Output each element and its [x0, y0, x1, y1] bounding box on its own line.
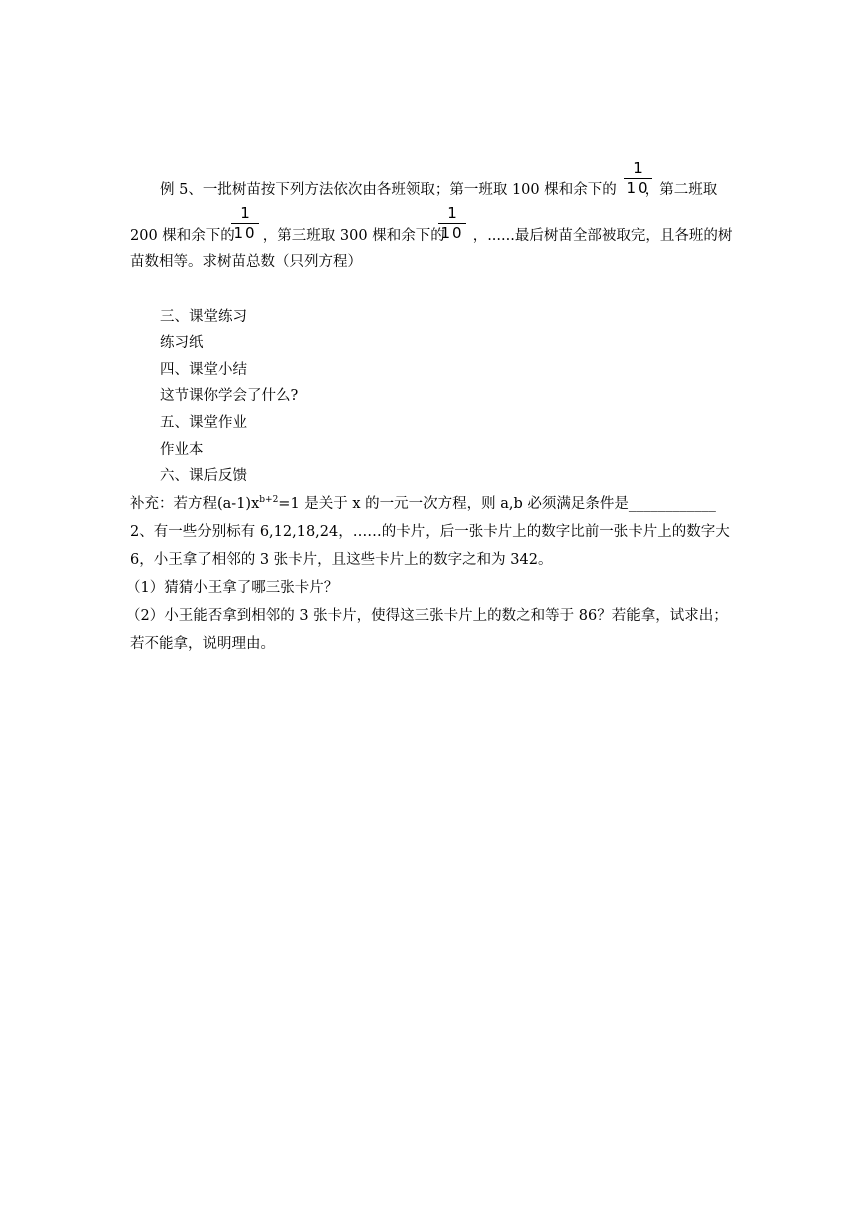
problem2-line2: 6，小王拿了相邻的 3 张卡片，且这些卡片上的数字之和为 342。 — [130, 552, 553, 568]
section-5-body: 作业本 — [160, 442, 204, 458]
fraction-denominator: 10 — [440, 224, 464, 242]
problem2-line1: 2、有一些分别标有 6,12,18,24，……的卡片，后一张卡片上的数字比前一张卡片上的数字大 — [130, 524, 730, 540]
section-3-body: 练习纸 — [160, 335, 204, 351]
supplement-prefix: 补充：若方程(a-1)x — [130, 496, 260, 512]
fraction-numerator: 1 — [447, 204, 457, 222]
section-3-title: 三、课堂练习 — [160, 309, 247, 325]
fraction-one-tenth-3 — [438, 205, 466, 242]
problem2-question2-line2: 若不能拿，说明理由。 — [130, 636, 275, 652]
fraction-one-tenth-2 — [231, 205, 259, 242]
supplement-question — [130, 494, 716, 514]
section-4-title: 四、课堂小结 — [160, 362, 247, 378]
problem2-question2-line1: （2）小王能否拿到相邻的 3 张卡片，使得这三张卡片上的数之和等于 86？若能拿，试求出； — [126, 608, 728, 624]
fraction-numerator: 1 — [633, 159, 643, 177]
example5-line2-text-a: 200 棵和余下的 — [130, 228, 235, 244]
example5-line2-text-b: ，第三班取 300 棵和余下的 — [262, 228, 445, 244]
example5-line1-text-b: ，第二班取 — [644, 182, 718, 198]
fraction-one-tenth-1 — [624, 160, 652, 197]
example5-line1-text-a: 例 5、一批树苗按下列方法依次由各班领取；第一班取 100 棵和余下的 — [160, 182, 617, 198]
fraction-denominator: 10 — [233, 224, 257, 242]
example5-line2-text-c: ，......最后树苗全部被取完，且各班的树 — [472, 228, 733, 244]
section-4-body: 这节课你学会了什么? — [160, 388, 299, 404]
example5-line2 — [130, 226, 732, 246]
section-5-title: 五、课堂作业 — [160, 415, 247, 431]
supplement-suffix: =1 是关于 x 的一元一次方程，则 a,b 必须满足条件是____________ — [278, 496, 716, 512]
fraction-numerator: 1 — [240, 204, 250, 222]
section-6-title: 六、课后反馈 — [160, 468, 247, 484]
fraction-denominator: 10 — [626, 179, 650, 197]
supplement-exponent: b+2 — [259, 495, 279, 505]
problem2-question1: （1）猜猜小王拿了哪三张卡片？ — [126, 580, 339, 596]
example5-line3: 苗数相等。求树苗总数（只列方程） — [130, 254, 362, 270]
